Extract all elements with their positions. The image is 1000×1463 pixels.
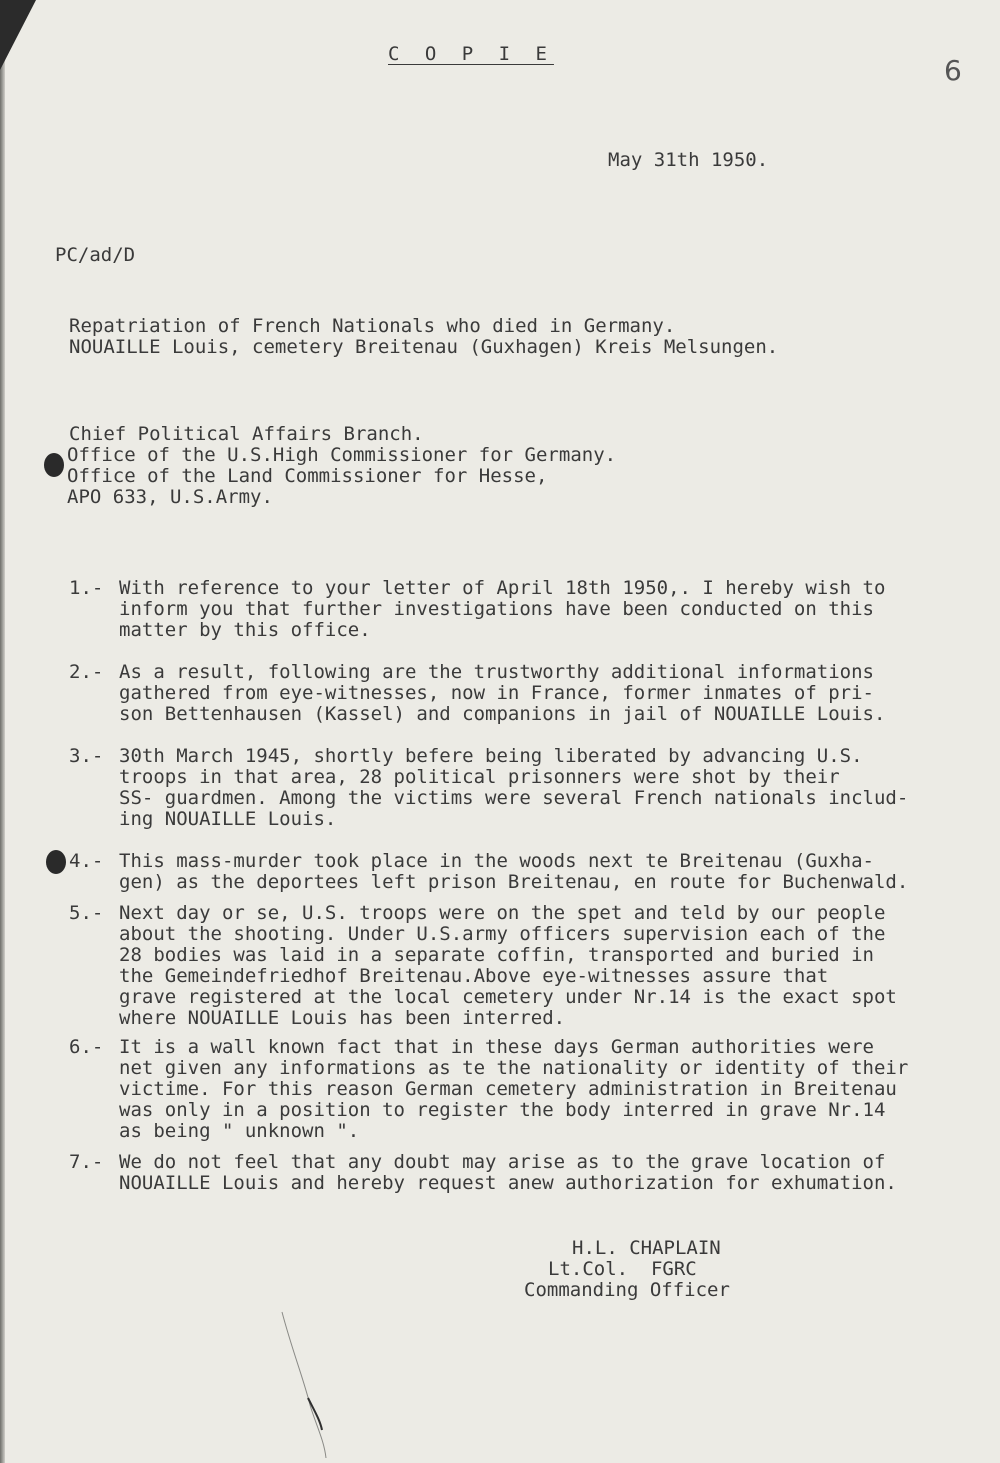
page-edge-shadow <box>0 0 5 1463</box>
paragraph-line: the Gemeindefriedhof Breitenau.Above eye-witnesses assure that <box>119 965 829 987</box>
signatory-rank: Lt.Col. FGRC <box>548 1258 697 1280</box>
addressee-line: APO 633, U.S.Army. <box>67 486 273 508</box>
document-title: C O P I E <box>388 43 554 65</box>
paragraph-body <box>119 1152 897 1194</box>
paragraph-line: SS- guardmen. Among the victims were several French nationals includ- <box>119 787 909 809</box>
addressee-line: Chief Political Affairs Branch. <box>69 423 424 445</box>
punch-hole <box>46 850 66 874</box>
paragraph-line: was only in a position to register the body interred in grave Nr.14 <box>119 1099 886 1121</box>
paragraph-4 <box>69 851 908 893</box>
signatory-name: H.L. CHAPLAIN <box>572 1237 721 1259</box>
paragraph-line: as being " unknown ". <box>119 1120 360 1142</box>
paragraph-3 <box>69 746 908 830</box>
paragraph-line: inform you that further investigations have been conducted on this <box>119 598 874 620</box>
paragraph-line: As a result, following are the trustworthy additional informations <box>119 661 874 683</box>
paragraph-line: 30th March 1945, shortly befere being liberated by advancing U.S. <box>119 745 863 767</box>
paragraph-1 <box>69 578 885 641</box>
punch-hole <box>44 453 64 477</box>
paragraph-line: grave registered at the local cemetery under Nr.14 is the exact spot <box>119 986 897 1008</box>
subject-line: NOUAILLE Louis, cemetery Breitenau (Guxhagen) Kreis Melsungen. <box>69 336 779 358</box>
paragraph-line: Next day or se, U.S. troops were on the spet and teld by our people <box>119 902 886 924</box>
addressee-line: Office of the Land Commissioner for Hesse, <box>67 465 548 487</box>
paragraph-number: 5.- <box>69 902 104 924</box>
paragraph-line: This mass-murder took place in the woods next te Breitenau (Guxha- <box>119 850 874 872</box>
paragraph-line: It is a wall known fact that in these days German authorities were <box>119 1036 874 1058</box>
paragraph-line: ing NOUAILLE Louis. <box>119 808 337 830</box>
paragraph-line: net given any informations as te the nationality or identity of their <box>119 1057 909 1079</box>
paragraph-6 <box>69 1037 908 1142</box>
paragraph-number: 1.- <box>69 577 104 599</box>
paragraph-5 <box>69 903 897 1029</box>
signature-block <box>524 1238 730 1301</box>
reference-code: PC/ad/D <box>55 244 136 266</box>
paragraph-line: gathered from eye-witnesses, now in France, former inmates of pri- <box>119 682 874 704</box>
paragraph-body <box>119 746 908 830</box>
paragraph-line: son Bettenhausen (Kassel) and companions in jail of NOUAILLE Louis. <box>119 703 886 725</box>
paragraph-number: 3.- <box>69 745 104 767</box>
paragraph-7 <box>69 1152 897 1194</box>
paragraph-2 <box>69 662 885 725</box>
paragraph-line: NOUAILLE Louis and hereby request anew authorization for exhumation. <box>119 1172 897 1194</box>
addressee-line: Office of the U.S.High Commissioner for Germany. <box>67 444 617 466</box>
paragraph-line: victime. For this reason German cemetery administration in Breitenau <box>119 1078 897 1100</box>
paragraph-line: gen) as the deportees left prison Breitenau, en route for Buchenwald. <box>119 871 909 893</box>
paragraph-line: We do not feel that any doubt may arise as to the grave location of <box>119 1151 886 1173</box>
paragraph-number: 2.- <box>69 661 104 683</box>
subject-block <box>69 316 778 358</box>
folded-corner <box>0 0 36 70</box>
paragraph-line: 28 bodies was laid in a separate coffin, transported and buried in <box>119 944 874 966</box>
addressee-block <box>69 424 616 508</box>
paragraph-line: matter by this office. <box>119 619 371 641</box>
paragraph-body <box>119 662 885 725</box>
paragraph-number: 7.- <box>69 1151 104 1173</box>
letter-date: May 31th 1950. <box>608 149 769 171</box>
paragraph-number: 4.- <box>69 850 104 872</box>
paragraph-body <box>119 1037 908 1142</box>
paragraph-line: about the shooting. Under U.S.army officers supervision each of the <box>119 923 886 945</box>
paragraph-body <box>119 578 885 641</box>
paragraph-line: With reference to your letter of April 18th 1950,. I hereby wish to <box>119 577 886 599</box>
paragraph-line: troops in that area, 28 political prisonners were shot by their <box>119 766 840 788</box>
subject-line: Repatriation of French Nationals who died in Germany. <box>69 315 676 337</box>
paragraph-number: 6.- <box>69 1036 104 1058</box>
paragraph-line: where NOUAILLE Louis has been interred. <box>119 1007 566 1029</box>
paragraph-body <box>119 851 908 893</box>
signatory-title: Commanding Officer <box>524 1279 730 1301</box>
paragraph-body <box>119 903 897 1029</box>
paper-tear-mark <box>280 1310 340 1460</box>
page-number: 6 <box>944 54 962 87</box>
